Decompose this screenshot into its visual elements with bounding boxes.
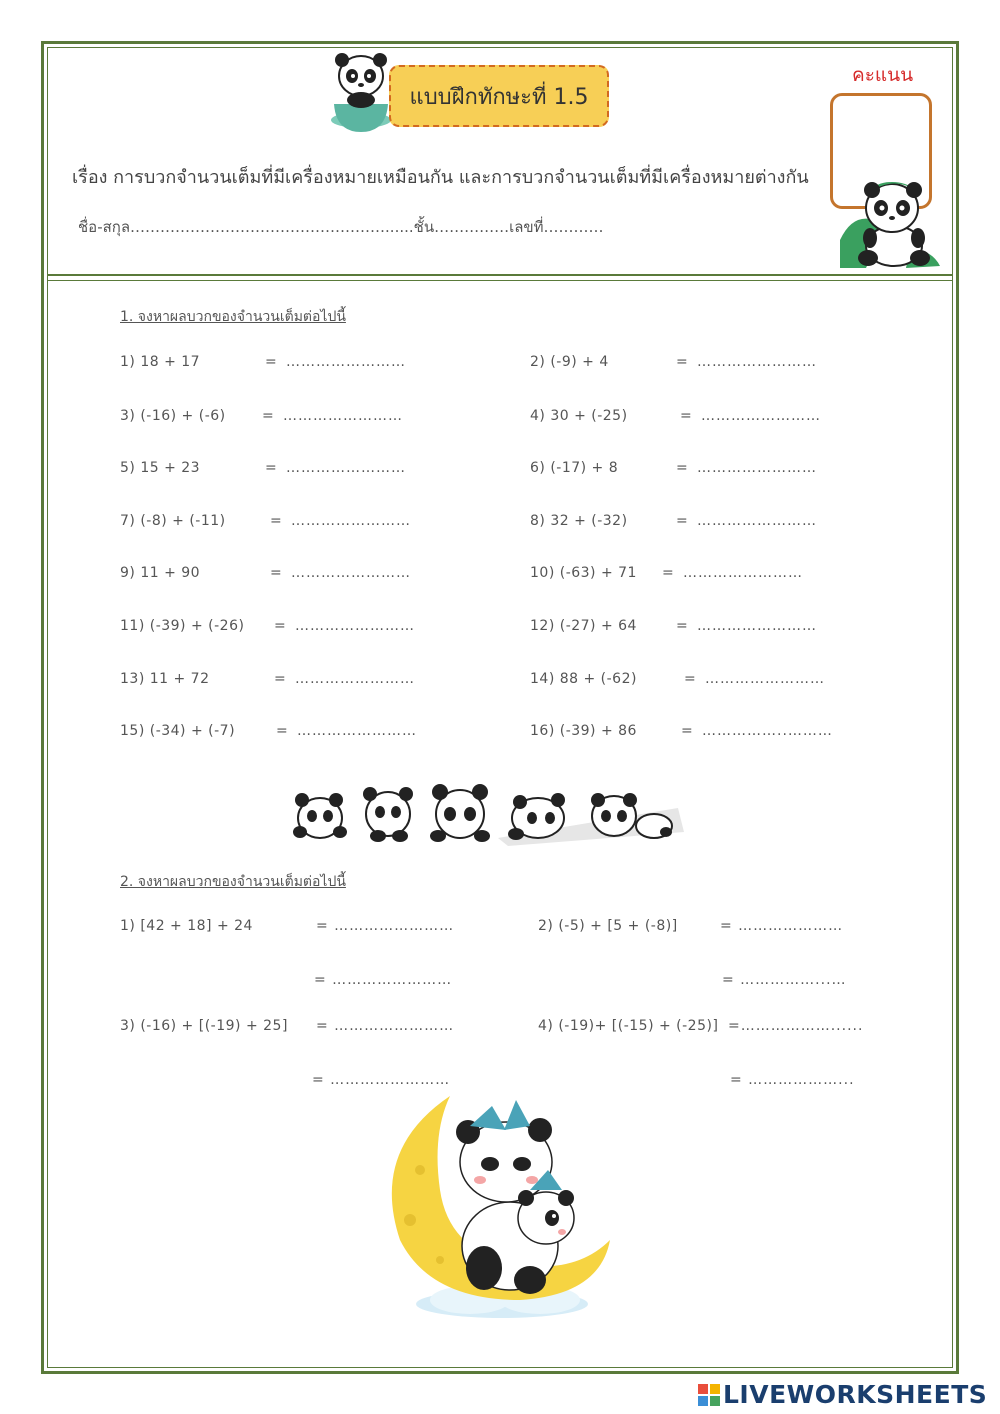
s2-q4-step1[interactable]: =………………...... xyxy=(728,1018,864,1034)
s1-q16: 16) (-39) + 86 xyxy=(530,723,637,739)
worksheet-title: แบบฝึกทักษะที่ 1.5 xyxy=(389,65,609,127)
s1-q1-eq: = xyxy=(265,354,278,370)
s1-q7: 7) (-8) + (-11) xyxy=(120,513,226,529)
s1-q10-eq: = xyxy=(662,565,675,581)
s1-q6-answer[interactable]: …………………… xyxy=(697,460,817,476)
s1-q5-answer[interactable]: …………………… xyxy=(286,460,406,476)
subject-line: เรื่อง การบวกจำนวนเต็มที่มีเครื่องหมายเหมือนกัน และการบวกจำนวนเต็มที่มีเครื่องหมายต่างกัน xyxy=(72,167,809,188)
s1-q8-answer[interactable]: …………………… xyxy=(697,513,817,529)
s1-q7-answer[interactable]: …………………… xyxy=(291,513,411,529)
s1-q16-answer[interactable]: ……………..……… xyxy=(702,723,833,739)
s1-q1-answer[interactable]: …………………… xyxy=(286,354,406,370)
section1-title: 1. จงหาผลบวกของจำนวนเต็มต่อไปนี้ xyxy=(120,309,346,325)
liveworksheets-grid-icon xyxy=(698,1384,720,1406)
s1-q9-answer[interactable]: …………………… xyxy=(291,565,411,581)
s1-q7-eq: = xyxy=(270,513,283,529)
s1-q4: 4) 30 + (-25) xyxy=(530,408,628,424)
s1-q3: 3) (-16) + (-6) xyxy=(120,408,226,424)
student-info-field[interactable]: ชื่อ-สกุล……………………………………………......ชั้น……………เลขที่………… xyxy=(78,218,604,236)
panda-moon-illustration-icon xyxy=(380,1090,625,1325)
s1-q3-answer[interactable]: …………………… xyxy=(283,408,403,424)
s2-q1-step2[interactable]: = …………………… xyxy=(314,972,453,988)
s2-q3-step2[interactable]: = …………………… xyxy=(312,1072,451,1088)
panda-sitting-icon xyxy=(836,178,942,270)
s1-q15-answer[interactable]: …………………… xyxy=(297,723,417,739)
header-divider-inner xyxy=(47,280,953,281)
s2-q4-step2[interactable]: = ………………... xyxy=(730,1072,855,1088)
s1-q8-eq: = xyxy=(676,513,689,529)
s1-q1: 1) 18 + 17 xyxy=(120,354,201,370)
s1-q11-answer[interactable]: …………………… xyxy=(295,618,415,634)
s2-q2-step1[interactable]: = ………………… xyxy=(720,918,844,934)
score-label: คะแนน xyxy=(852,64,914,86)
s2-q4: 4) (-19)+ [(-15) + (-25)] xyxy=(538,1018,719,1034)
s1-q11: 11) (-39) + (-26) xyxy=(120,618,245,634)
s1-q16-eq: = xyxy=(681,723,694,739)
s1-q15: 15) (-34) + (-7) xyxy=(120,723,236,739)
header-divider xyxy=(47,274,953,276)
s2-q2-step2[interactable]: = ……………...… xyxy=(722,972,847,988)
s1-q2-eq: = xyxy=(676,354,689,370)
s1-q13-answer[interactable]: …………………… xyxy=(295,671,415,687)
s1-q14-eq: = xyxy=(684,671,697,687)
s1-q15-eq: = xyxy=(276,723,289,739)
s1-q13: 13) 11 + 72 xyxy=(120,671,210,687)
section2-title: 2. จงหาผลบวกของจำนวนเต็มต่อไปนี้ xyxy=(120,874,346,890)
s1-q10: 10) (-63) + 71 xyxy=(530,565,637,581)
s1-q12: 12) (-27) + 64 xyxy=(530,618,637,634)
s2-q2: 2) (-5) + [5 + (-8)] xyxy=(538,918,678,934)
s1-q12-eq: = xyxy=(676,618,689,634)
s1-q6-eq: = xyxy=(676,460,689,476)
s1-q2-answer[interactable]: …………………… xyxy=(697,354,817,370)
s2-q1-step1[interactable]: = …………………… xyxy=(316,918,455,934)
panda-teacup-icon xyxy=(328,52,394,136)
s1-q14-answer[interactable]: …………………… xyxy=(705,671,825,687)
panda-row-decoration-icon xyxy=(288,778,688,846)
s2-q3: 3) (-16) + [(-19) + 25] xyxy=(120,1018,288,1034)
s1-q10-answer[interactable]: …………………… xyxy=(683,565,803,581)
s2-q3-step1[interactable]: = …………………… xyxy=(316,1018,455,1034)
s1-q12-answer[interactable]: …………………… xyxy=(697,618,817,634)
brand-text: LIVEWORKSHEETS xyxy=(723,1380,988,1409)
s1-q5-eq: = xyxy=(265,460,278,476)
s1-q9-eq: = xyxy=(270,565,283,581)
s2-q1: 1) [42 + 18] + 24 xyxy=(120,918,253,934)
s1-q4-eq: = xyxy=(680,408,693,424)
s1-q11-eq: = xyxy=(274,618,287,634)
s1-q8: 8) 32 + (-32) xyxy=(530,513,628,529)
liveworksheets-logo[interactable] xyxy=(698,1380,987,1409)
s1-q14: 14) 88 + (-62) xyxy=(530,671,637,687)
s1-q3-eq: = xyxy=(262,408,275,424)
s1-q9: 9) 11 + 90 xyxy=(120,565,201,581)
s1-q4-answer[interactable]: …………………… xyxy=(701,408,821,424)
s1-q13-eq: = xyxy=(274,671,287,687)
s1-q6: 6) (-17) + 8 xyxy=(530,460,619,476)
s1-q2: 2) (-9) + 4 xyxy=(530,354,609,370)
s1-q5: 5) 15 + 23 xyxy=(120,460,201,476)
